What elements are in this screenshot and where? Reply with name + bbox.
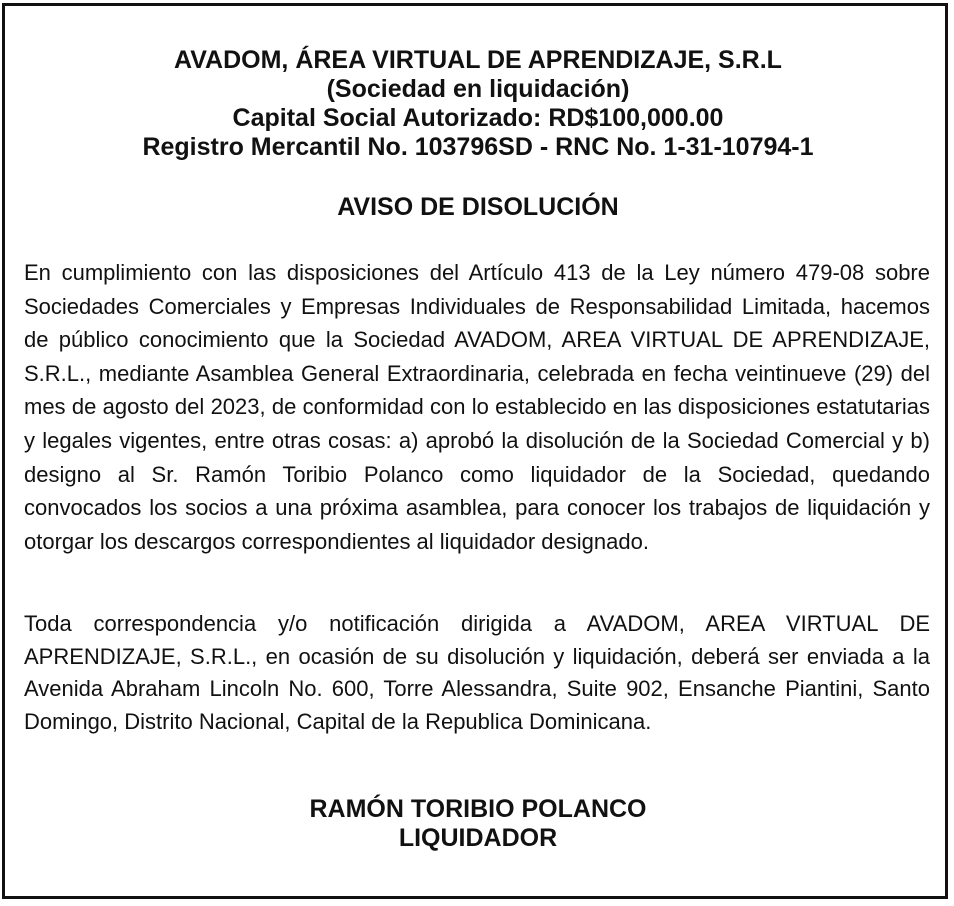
registry-info: Registro Mercantil No. 103796SD - RNC No. 1-31-10794-1	[142, 133, 814, 161]
notice-paragraph-1: En cumplimiento con las disposiciones del Artículo 413 de la Ley número 479-08 sobre Sociedades Comerciales y Empresas Individuales de Responsabilidad Limitada, hacemos de público conocimiento que la Sociedad AVADOM, AREA VIRTUAL DE APRENDIZAJE, S.R.L., mediante Asamblea General Extraordinaria, celebrada en fecha veintinueve (29) del mes de agosto del 2023, de conformidad con lo establecido en las disposiciones estatutarias y legales vigentes, entre otras cosas: a) aprobó la disolución de la Sociedad Comercial y b) designo al Sr. Ramón Toribio Polanco como liquidador de la Sociedad, quedando convocados los socios a una próxima asamblea, para conocer los trabajos de liquidación y otorgar los descargos correspondientes al liquidador designado.	[24, 260, 930, 554]
signatory-role: LIQUIDADOR	[398, 824, 558, 852]
company-name: AVADOM, ÁREA VIRTUAL DE APRENDIZAJE, S.R.L	[174, 46, 782, 74]
authorized-capital: Capital Social Autorizado: RD$100,000.00	[232, 104, 724, 132]
notice-paragraph-2: Toda correspondencia y/o notificación dirigida a AVADOM, AREA VIRTUAL DE APRENDIZAJE, S.R.L., en ocasión de su disolución y liquidación, deberá ser enviada a la Avenida Abraham Lincoln No. 600, Torre Alessandra, Suite 902, Ensanche Piantini, Santo Domingo, Distrito Nacional, Capital de la Republica Dominicana.	[24, 611, 930, 734]
company-status: (Sociedad en liquidación)	[326, 75, 630, 103]
company-header	[5, 46, 951, 162]
signatory-name: RAMÓN TORIBIO POLANCO	[309, 795, 647, 823]
signature-block	[5, 795, 951, 853]
notice-frame	[2, 3, 948, 899]
notice-title: AVISO DE DISOLUCIÓN	[337, 193, 619, 221]
